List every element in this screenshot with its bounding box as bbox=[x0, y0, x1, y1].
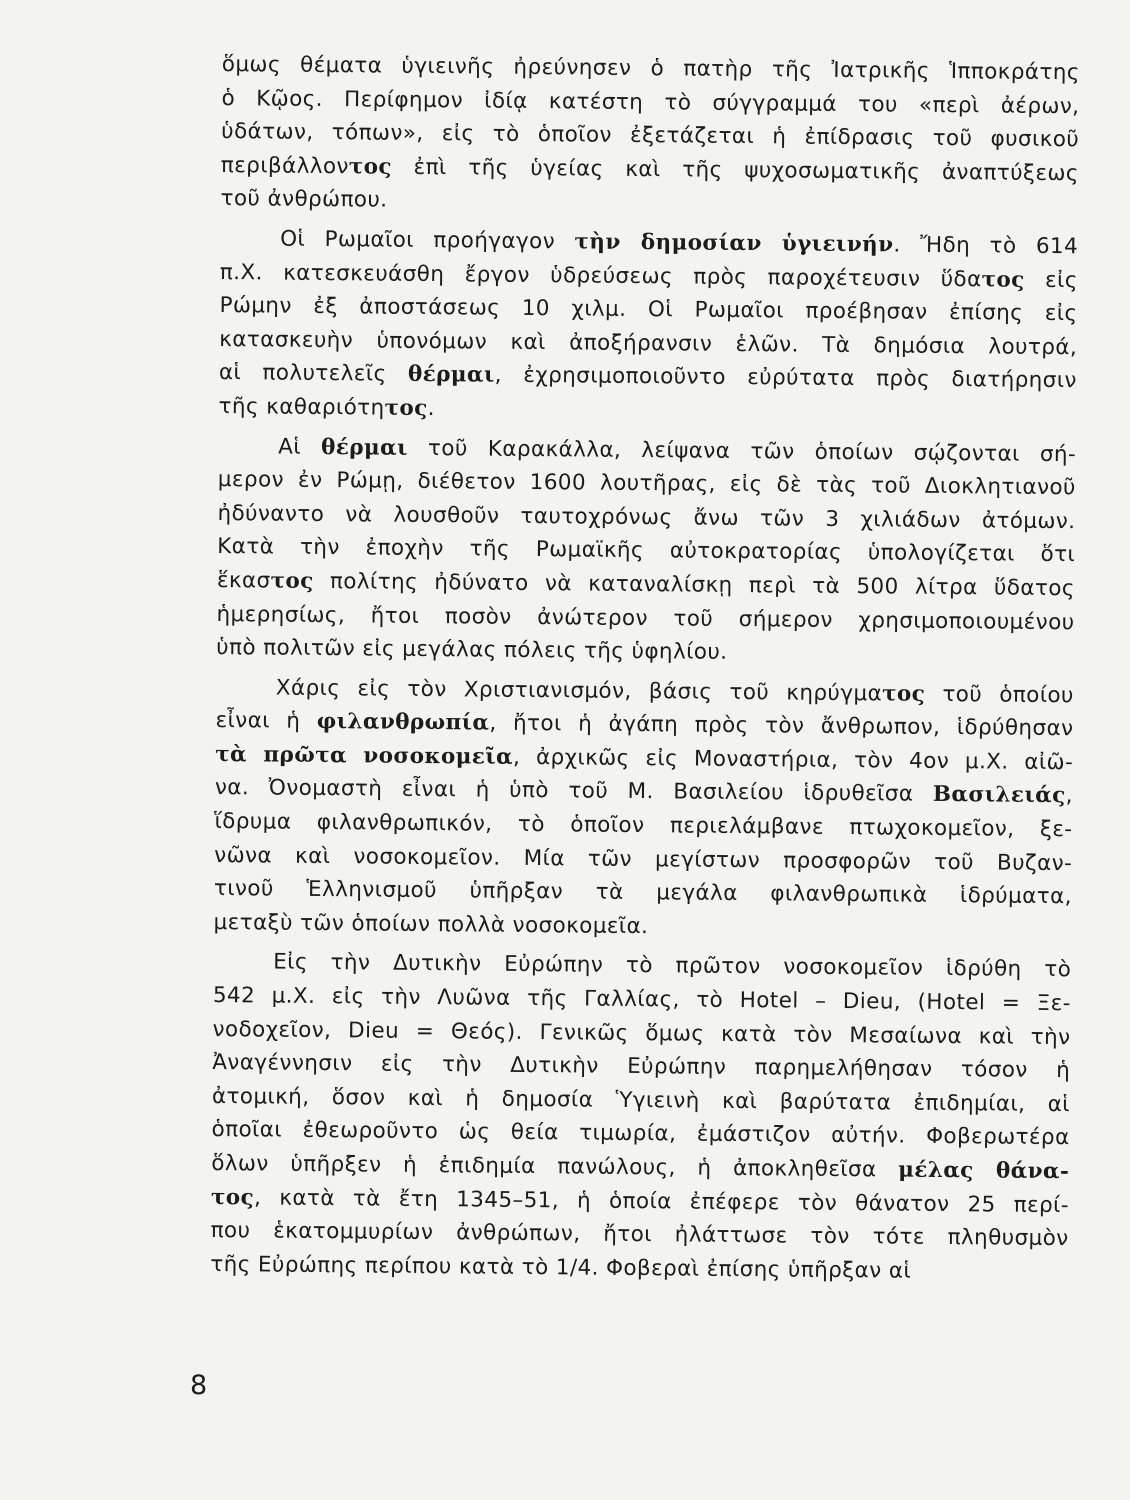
text-line: ἕκαστος πολίτης ἠδύνατο νὰ καταναλίσκῃ περὶ τὰ 500 λίτρα ὕδατος bbox=[216, 567, 1075, 602]
text-line: τὰ πρῶτα νοσοκομεῖα, ἀρχικῶς εἰς Μοναστήρια, τὸν 4ον μ.Χ. αἰῶ- bbox=[215, 741, 1074, 776]
text-line: Οἱ Ρωμαῖοι προήγαγον τὴν δημοσίαν ὑγιεινήν. Ἤδη τὸ 614 bbox=[280, 226, 1079, 260]
text-line: Ἀναγέννησιν εἰς τὴν Δυτικὴν Εὐρώπην παρημελήθησαν τόσον ἡ bbox=[212, 1050, 1071, 1084]
text-line: μερον ἐν Ρώμῃ, διέθετον 1600 λουτῆρας, εἰς δὲ τὰς τοῦ Διοκλητιανοῦ bbox=[217, 467, 1076, 501]
text-line: ὅμως θέματα ὑγιεινῆς ἠρεύνησεν ὁ πατὴρ τῆς Ἰατρικῆς Ἱπποκράτης bbox=[221, 51, 1080, 86]
emphasized-term: τος bbox=[210, 1184, 255, 1210]
text-line: ἡμερησίως, ἤτοι ποσὸν ἀνώτερον τοῦ σήμερον χρησιμοποιουμένου bbox=[216, 601, 1075, 635]
body-text bbox=[210, 48, 1080, 1290]
text-line: ὅλων ὑπῆρξεν ἡ ἐπιδημία πανώλους, ἡ ἀποκληθεῖσα μέλας θάνα- bbox=[211, 1150, 1070, 1185]
text-line: εἶναι ἡ φιλανθρωπία, ἤτοι ἡ ἀγάπη πρὸς τὸν ἄνθρωπον, ἱδρύθησαν bbox=[215, 708, 1074, 742]
text-line: ἠδύναντο νὰ λουσθοῦν ταυτοχρόνως ἄνω τῶν 3 χιλιάδων ἀτόμων. bbox=[217, 500, 1076, 534]
emphasized-term: τος bbox=[981, 266, 1025, 293]
text-line: να. Ὀνομαστὴ εἶναι ἡ ὑπὸ τοῦ Μ. Βασιλείου ἱδρυθεῖσα Βασιλειάς, bbox=[214, 775, 1073, 809]
emphasized-term: τὴν δημοσίαν ὑγιεινήν bbox=[574, 229, 894, 258]
text-line: μεταξὺ τῶν ὁποίων πολλὰ νοσοκομεῖα. bbox=[213, 909, 649, 939]
paragraph bbox=[220, 48, 1080, 224]
emphasized-term: τος bbox=[881, 681, 926, 707]
text-line: που ἑκατομμυρίων ἀνθρώπων, ἤτοι ἠλάττωσε τὸν τότε πληθυσμὸν bbox=[210, 1218, 1069, 1252]
text-line: κατασκευὴν ὑπονόμων καὶ ἀποξήρανσιν ἑλῶν. Τὰ δημόσια λουτρά, bbox=[219, 326, 1078, 360]
paragraph bbox=[218, 222, 1078, 432]
text-line: Αἱ θέρμαι τοῦ Καρακάλλα, λείψανα τῶν ὁποίων σῴζονται σή- bbox=[278, 434, 1077, 467]
emphasized-term: τος bbox=[348, 154, 393, 180]
emphasized-term: θέρμαι bbox=[320, 434, 408, 461]
paragraph bbox=[213, 671, 1074, 948]
emphasized-term: Βασιλειάς bbox=[932, 782, 1066, 809]
text-line: περιβάλλοντος ἐπὶ τῆς ὑγείας καὶ τῆς ψυχοσωματικῆς ἀναπτύξεως bbox=[220, 152, 1079, 187]
text-line: Εἰς τὴν Δυτικὴν Εὐρώπην τὸ πρῶτον νοσοκομεῖον ἱδρύθη τὸ bbox=[273, 949, 1072, 983]
emphasized-term: μέλας θάνα- bbox=[898, 1157, 1070, 1185]
emphasized-term: θέρμαι bbox=[407, 362, 495, 388]
page-number: 8 bbox=[190, 1370, 208, 1401]
text-line: ἀτομική, ὅσον καὶ ἡ δημοσία Ὑγιεινὴ καὶ βαρύτατα ἐπιδημίαι, αἱ bbox=[211, 1083, 1071, 1117]
text-line: ὑδάτων, τόπων», εἰς τὸ ὁποῖον ἐξετάζεται ἡ ἐπίδρασις τοῦ φυσικοῦ bbox=[221, 119, 1080, 153]
text-line: νοδοχεῖον, Dieu = Θεός). Γενικῶς ὅμως κατὰ τὸν Μεσαίωνα καὶ τὴν bbox=[212, 1016, 1071, 1050]
text-line: Χάρις εἰς τὸν Χριστιανισμόν, βάσις τοῦ κηρύγματος τοῦ ὁποίου bbox=[275, 675, 1074, 708]
paragraph bbox=[216, 430, 1076, 673]
emphasized-term: φιλανθρωπία bbox=[316, 709, 490, 736]
text-line: τῆς Εὐρώπης περίπου κατὰ τὸ 1/4. Φοβεραὶ ἐπίσης ὑπῆρξαν αἱ bbox=[210, 1251, 912, 1284]
text-line: Ρώμην ἐξ ἀποστάσεως 10 χιλμ. Οἱ Ρωμαῖοι προέβησαν ἐπίσης εἰς bbox=[219, 293, 1078, 327]
text-line: ἵδρυμα φιλανθρωπικόν, τὸ ὁποῖον περιελάμβανε πτωχοκομεῖον, ξε- bbox=[214, 809, 1073, 843]
text-line: τινοῦ Ἑλληνισμοῦ ὑπῆρξαν τὰ μεγάλα φιλανθρωπικὰ ἱδρύματα, bbox=[213, 876, 1073, 910]
emphasized-term: τος bbox=[270, 568, 314, 594]
text-line: π.Χ. κατεσκευάσθη ἔργον ὑδρεύσεως πρὸς παροχέτευσιν ὕδατος εἰς bbox=[219, 259, 1078, 293]
text-line: 542 μ.Χ. εἰς τὴν Λυῶνα τῆς Γαλλίας, τὸ Hotel – Dieu, (Hotel = Ξε- bbox=[212, 982, 1071, 1017]
text-line: ὑπὸ πολιτῶν εἰς μεγάλας πόλεις τῆς ὑφηλίου. bbox=[216, 635, 728, 665]
text-line: αἱ πολυτελεῖς θέρμαι, ἐχρησιμοποιοῦντο εὐρύτατα πρὸς διατήρησιν bbox=[218, 360, 1077, 394]
text-line: νῶνα καὶ νοσοκομεῖον. Μία τῶν μεγίστων προσφορῶν τοῦ Βυζαν- bbox=[214, 842, 1073, 876]
text-line: τος, κατὰ τὰ ἔτη 1345–51, ἡ ὁποία ἐπέφερε τὸν θάνατον 25 περί- bbox=[210, 1184, 1070, 1218]
paragraph bbox=[210, 945, 1071, 1289]
emphasized-term: τὰ πρῶτα νοσοκομεῖα bbox=[215, 741, 514, 770]
text-line: τῆς καθαριότητος. bbox=[218, 393, 436, 421]
text-line: ὁποῖαι ἐθεωροῦντο ὡς θεία τιμωρία, ἐμάστιζον αὐτήν. Φοβερωτέρα bbox=[211, 1117, 1070, 1151]
text-line: ὁ Κῷος. Περίφημον ἰδίᾳ κατέστη τὸ σύγγραμμά του «περὶ ἀέρων, bbox=[221, 85, 1080, 119]
text-line: τοῦ ἀνθρώπου. bbox=[220, 186, 388, 213]
emphasized-term: τος bbox=[384, 395, 428, 421]
text-line: Κατὰ τὴν ἐποχὴν τῆς Ρωμαϊκῆς αὐτοκρατορίας ὑπολογίζεται ὅτι bbox=[217, 534, 1076, 568]
